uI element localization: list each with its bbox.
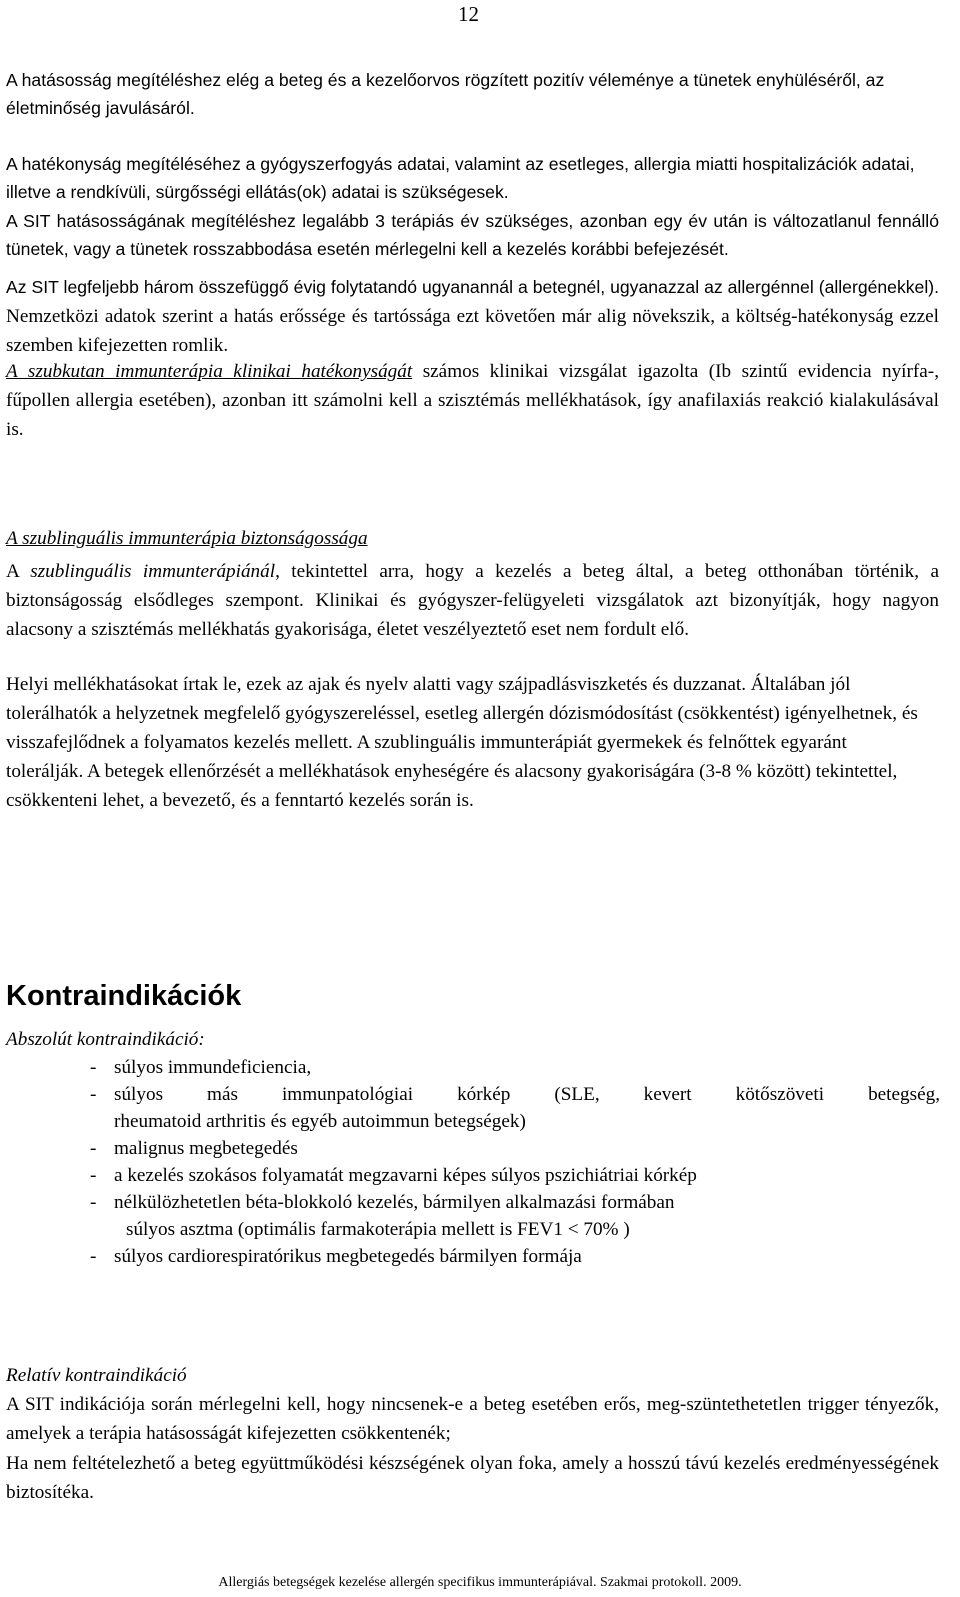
subheading-relative-contraindication: Relatív kontraindikáció (6, 1365, 187, 1386)
list-dash: - (90, 1246, 97, 1267)
list-dash: - (90, 1165, 97, 1186)
international-data-text: Nemzetközi adatok szerint a hatás erőssége és tartóssága ezt követően már alig növekszik, a költség-hatékonyság ezzel szemben kifejezetten romlik. (6, 306, 939, 356)
paragraph-effectiveness-assessment: A hatékonyság megítéléséhez a gyógyszerfogyás adatai, valamint az esetleges, allergia miatti hospitalizációk adatai, illetve a rendkívüli, sürgősségi ellátás(ok) adatai is szükségesek. (6, 154, 915, 203)
sublingual-lead-em: szublinguális immunterápiánál (30, 561, 276, 582)
page-footer: Allergiás betegségek kezelése allergén specifikus immunterápiával. Szakmai protokoll. 2009. (218, 1575, 742, 1590)
paragraph-local-side-effects: Helyi mellékhatásokat írtak le, ezek az ajak és nyelv alatti vagy szájpadlásviszketés és duzzanat. Általában jól tolerálhatók a helyzetnek megfelelő gyógyszereléssel, esetleg allergén dózismódosítást (csökkentést) igényelhetnek, és visszafejlődnek a folyamatos kezelés mellett. A szublinguális immunterápiát gyermekek és felnőttek egyaránt tolerálják. A betegek ellenőrzését a mellékhatások enyheségére és alacsony gyakoriságára (3-8 % között) tekintettel, csökkenteni lehet, a bevezető, és a fenntartó kezelés során is. (6, 674, 918, 811)
paragraph-efficacy-assessment: A hatásosság megítéléshez elég a beteg és a kezelőorvos rögzített pozitív véleménye a tünetek enyhüléséről, az életminőség javulásáról. (6, 70, 885, 119)
absolute-contraindication-list (6, 1054, 939, 1270)
heading-contraindications: Kontraindikációk (6, 980, 242, 1012)
paragraph-sublingual-safety (6, 557, 939, 644)
list-item-text: malignus megbetegedés (114, 1138, 298, 1159)
list-item (6, 1189, 939, 1243)
list-dash: - (90, 1192, 97, 1213)
list-item-text: nélkülözhetetlen béta-blokkoló kezelés, bármilyen alkalmazási formában (114, 1192, 675, 1213)
page-number: 12 (458, 2, 479, 26)
list-dash: - (90, 1057, 97, 1078)
list-item-text: a kezelés szokásos folyamatát megzavarni képes súlyos pszichiátriai kórkép (114, 1165, 697, 1186)
list-item-text: súlyos más immunpatológiai kórkép (SLE, kevert kötőszöveti betegség, (114, 1084, 940, 1105)
sublingual-lead-b: , tekintettel arra, hogy a kezelés a beteg által, a beteg otthonában történik, a biztonságosság elsődleges szempont. Klinikai és gyógyszer-felügyeleti vizsgálatok azt bizonyítják, hogy nagyon alacsony a szisztémás mellékhatás gyakorisága, életet veszélyeztető eset nem fordult elő. (6, 561, 939, 640)
list-item-text: súlyos cardiorespiratórikus megbetegedés bármilyen formája (114, 1246, 582, 1267)
list-item (6, 1081, 939, 1135)
paragraph-sit-max-years (6, 273, 939, 360)
sublingual-lead-a: A (6, 561, 31, 582)
list-dash: - (90, 1084, 97, 1105)
list-item-text-continued: rheumatoid arthritis és egyéb autoimmun betegségek) (114, 1111, 526, 1132)
list-item (6, 1135, 939, 1162)
subcutaneous-efficacy-text: számos klinikai vizsgálat igazolta (Ib szintű evidencia nyírfa-, fűpollen allergia esetében), azonban itt számolni kell a szisztémás mellékhatások, így anafilaxiás reakció kialakulásával is. (6, 361, 939, 440)
paragraph-subcutaneous (6, 357, 939, 444)
subheading-absolute-contraindication: Abszolút kontraindikáció: (6, 1029, 205, 1050)
list-dash: - (90, 1138, 97, 1159)
sit-max-years-text: Az SIT legfeljebb három összefüggő évig folytatandó ugyanannál a betegnél, ugyanazzal az allergénnel (allergénekkel). (6, 277, 939, 297)
paragraph-relative-compliance: Ha nem feltételezhető a beteg együttműködési készségének olyan foka, amely a hosszú távú kezelés eredményességének biztosítéka. (6, 1453, 939, 1503)
list-item-text-continued: súlyos asztma (optimális farmakoterápia mellett is FEV1 < 70% ) (126, 1219, 630, 1240)
section-title-sublingual-safety: A szublinguális immunterápia biztonságossága (6, 528, 368, 549)
list-item (6, 1054, 939, 1081)
list-item (6, 1162, 939, 1189)
list-item (6, 1243, 939, 1270)
paragraph-relative-triggers: A SIT indikációja során mérlegelni kell, hogy nincsenek-e a beteg esetében erős, meg-szüntethetetlen trigger tényezők, amelyek a terápia hatásosságát kifejezetten csökkentenék; (6, 1394, 939, 1444)
paragraph-sit-duration: A SIT hatásosságának megítéléshez legalább 3 terápiás év szükséges, azonban egy év után is változatlanul fennálló tünetek, vagy a tünetek rosszabbodása esetén mérlegelni kell a kezelés korábbi befejezését. (6, 211, 939, 260)
list-item-text: súlyos immundeficiencia, (114, 1057, 312, 1078)
subcutaneous-efficacy-lead: A szubkutan immunterápia klinikai hatékonyságát (6, 361, 413, 382)
